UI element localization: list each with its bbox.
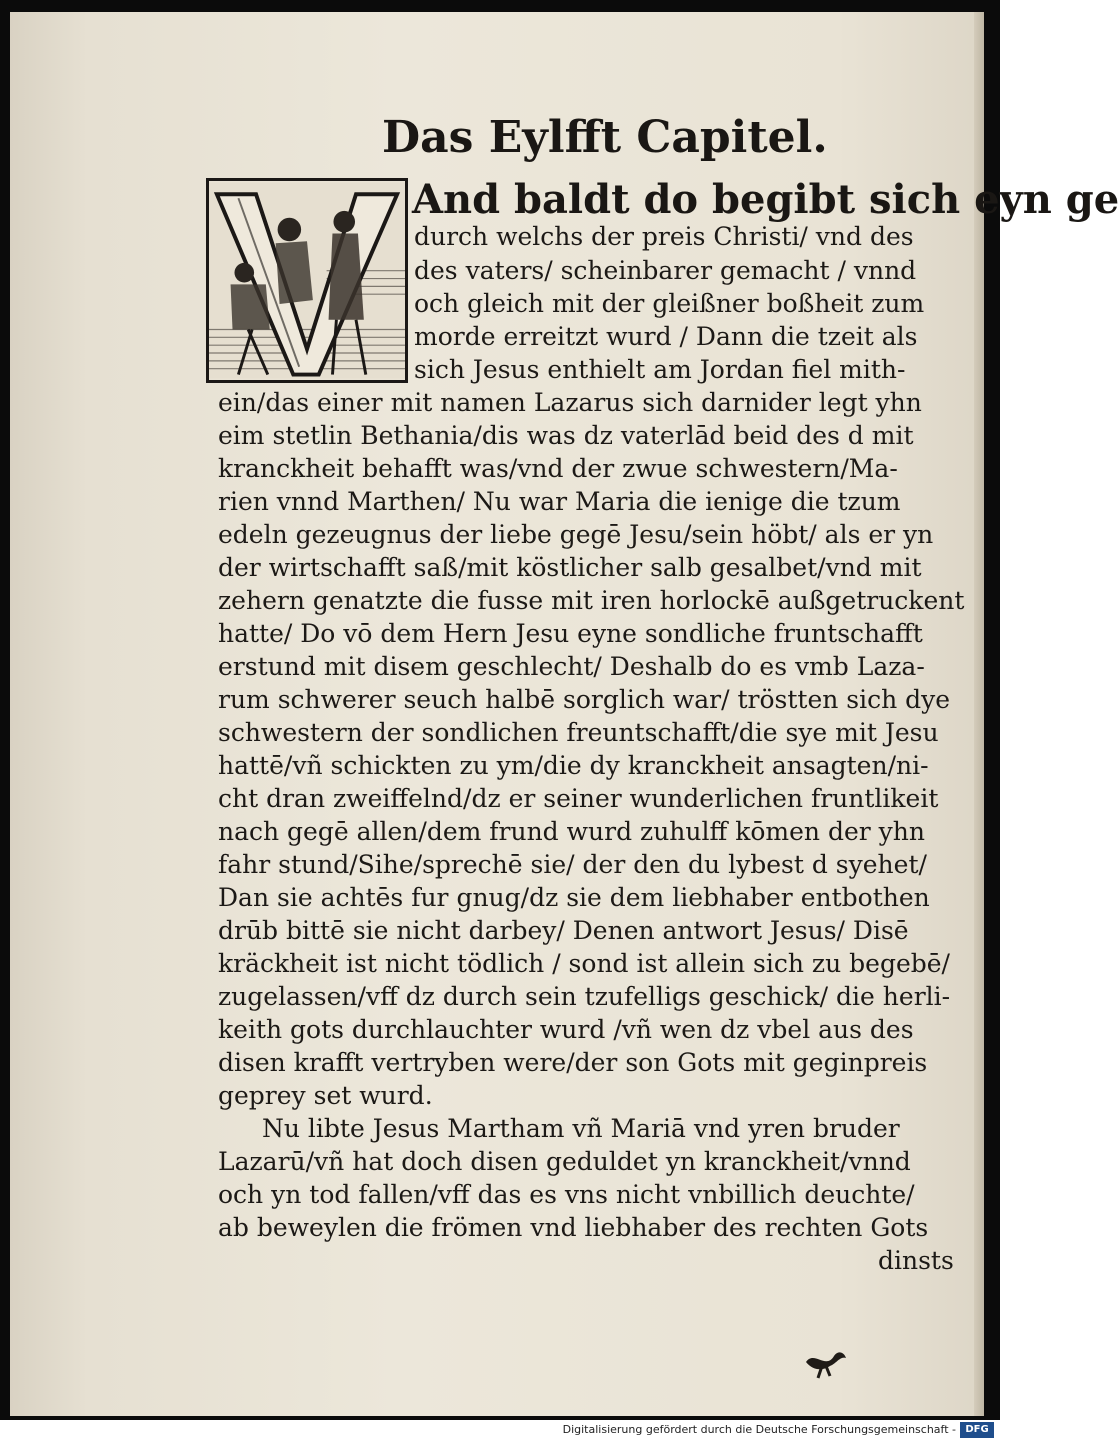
text-line: drūb bittē sie nicht darbey/ Denen antwort Jesus/ Disē: [218, 916, 909, 945]
text-line: kranckheit behafft was/vnd der zwue schwestern/Ma-: [218, 454, 898, 483]
woodcut-illustration-icon: [209, 181, 405, 380]
text-line: erstund mit disem geschlecht/ Deshalb do es vmb Laza-: [218, 652, 925, 681]
text-line: edeln gezeugnus der liebe gegē Jesu/sein höbt/ als er yn: [218, 520, 934, 549]
text-line: zugelassen/vff dz durch sein tzufelligs geschick/ die herli-: [218, 982, 951, 1011]
text-line: eim stetlin Bethania/dis was dz vaterlād beid des d mit: [218, 421, 914, 450]
text-line: zehern genatzte die fusse mit iren horlockē außgetruckent: [218, 586, 965, 615]
first-line-text: And baldt do begibt sich eyn ge: [412, 176, 1119, 223]
text-line: rien vnnd Marthen/ Nu war Maria die ienige die tzum: [218, 487, 901, 516]
text-line: disen krafft vertryben were/der son Gots mit geginpreis: [218, 1048, 928, 1077]
text-line: cht dran zweiffelnd/dz er seiner wunderlichen fruntlikeit: [218, 784, 939, 813]
text-line: schwestern der sondlichen freuntschafft/die sye mit Jesu: [218, 718, 939, 747]
text-line: rum schwerer seuch halbē sorglich war/ tröstten sich dye: [218, 685, 951, 714]
text-line: ab beweylen die frömen vnd liebhaber des rechten Gots: [218, 1213, 929, 1242]
text-line: geprey set wurd.: [218, 1081, 433, 1110]
text-line: fahr stund/Sihe/sprechē sie/ der den du lybest d syehet/: [218, 850, 927, 879]
text-line: hattē/vñ schickten zu ym/die dy kranckheit ansagten/ni-: [218, 751, 929, 780]
text-line: nach gegē allen/dem frund wurd zuhulff kōmen der yhn: [218, 817, 925, 846]
text-line: kräckheit ist nicht tödlich / sond ist allein sich zu begebē/: [218, 949, 950, 978]
text-line: sich Jesus enthielt am Jordan fiel mith-: [414, 355, 906, 384]
woodcut-initial-v: [206, 178, 408, 383]
text-line: Dan sie achtēs fur gnug/dz sie dem liebhaber entbothen: [218, 883, 930, 912]
text-line: durch welchs der preis Christi/ vnd des: [414, 222, 914, 251]
text-line: och yn tod fallen/vff das es vns nicht vnbillich deuchte/: [218, 1180, 915, 1209]
funding-notice: Digitalisierung gefördert durch die Deutsche Forschungsgemeinschaft -: [562, 1423, 956, 1436]
printer-ornament-icon: [800, 1340, 850, 1380]
text-line: och gleich mit der gleißner boßheit zum: [414, 289, 925, 318]
footer-bar: [0, 1420, 1000, 1441]
text-line: morde erreitzt wurd / Dann die tzeit als: [414, 322, 918, 351]
text-line: des vaters/ scheinbarer gemacht / vnnd: [414, 256, 917, 285]
dfg-logo-icon: DFG: [960, 1422, 994, 1438]
text-line: Lazarū/vñ hat doch disen geduldet yn kranckheit/vnnd: [218, 1147, 911, 1176]
text-line: ein/das einer mit namen Lazarus sich darnider legt yhn: [218, 388, 922, 417]
text-line: der wirtschafft saß/mit köstlicher salb gesalbet/vnd mit: [218, 553, 922, 582]
catchword: dinsts: [878, 1246, 954, 1275]
text-line: keith gots durchlauchter wurd /vñ wen dz vbel aus des: [218, 1015, 914, 1044]
chapter-title: Das Eylfft Capitel.: [382, 112, 828, 163]
paragraph-first-line: Nu libte Jesus Martham vñ Mariā vnd yren bruder: [262, 1114, 900, 1143]
text-line: hatte/ Do vō dem Hern Jesu eyne sondliche fruntschafft: [218, 619, 923, 648]
